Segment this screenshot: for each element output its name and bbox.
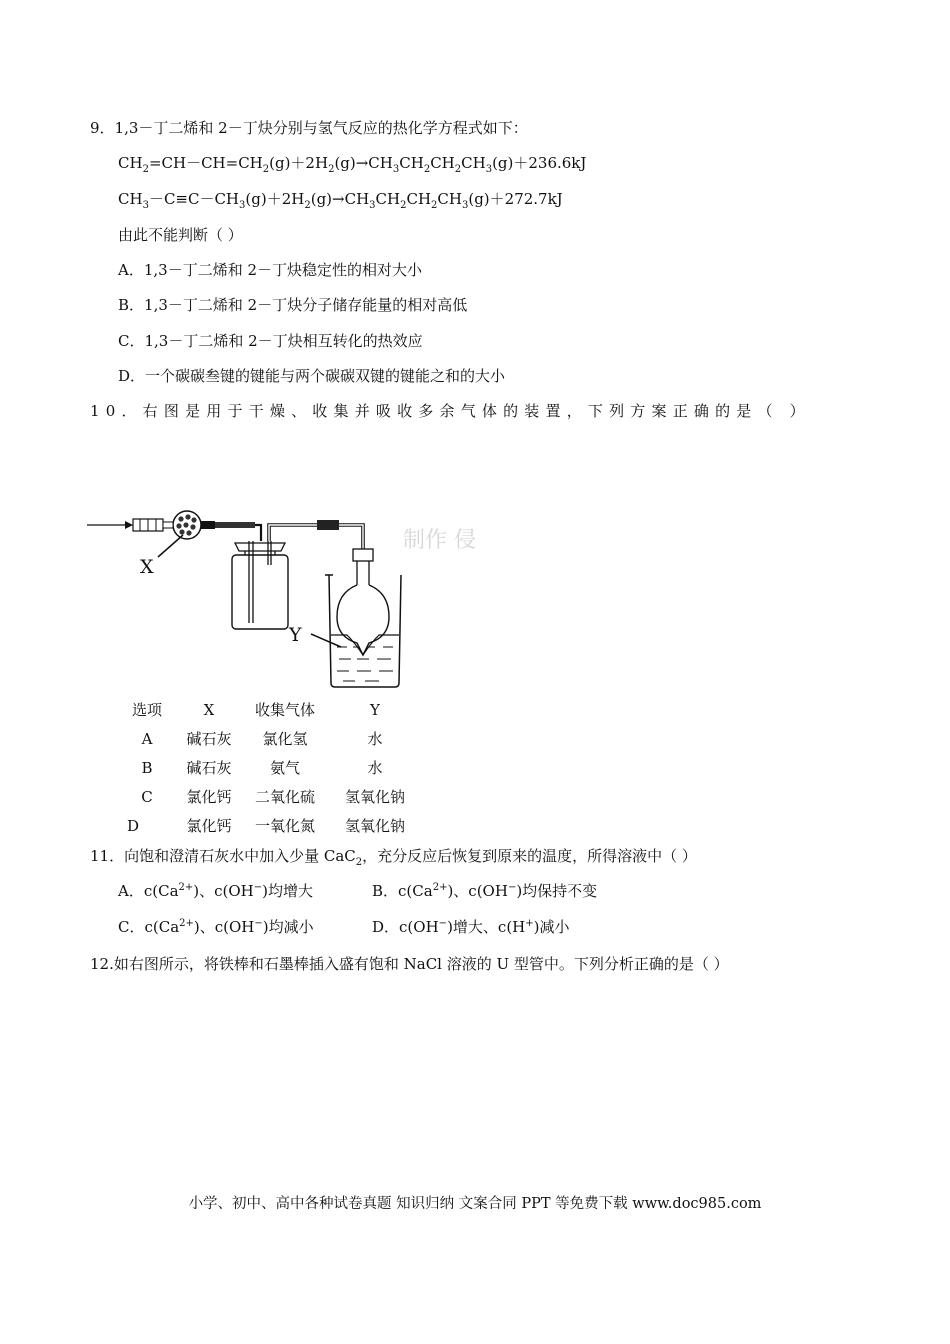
q11-option-d: D．c(OH−)增大、c(H+)减小 <box>372 918 570 936</box>
table-header: 收集气体 <box>254 701 315 719</box>
y-pointer <box>311 634 341 647</box>
inlet-arrow-icon <box>125 521 133 529</box>
table-cell: 氯化钙 <box>186 788 232 806</box>
table-cell: 氢氧化钠 <box>344 788 405 806</box>
table-cell: 氯化钙 <box>186 817 232 835</box>
inverted-funnel <box>337 585 389 655</box>
q9-option-d: D．一个碳碳叁键的键能与两个碳碳双键的键能之和的大小 <box>118 367 506 385</box>
table-cell: 氯化氢 <box>262 730 308 748</box>
page-footer: 小学、初中、高中各种试卷真题 知识归纳 文案合同 PPT 等免费下载 www.doc985.com <box>188 1196 762 1212</box>
q9-equation-1: $CH_2=CH-CH=CH_2(g)+2H_2(g)\to CH_3CH_2CH_2CH_3(g)+236.6kJ$ <box>118 154 587 175</box>
table-header: 选项 <box>131 701 162 719</box>
q9-option-a: A．1,3－丁二烯和 2－丁炔稳定性的相对大小 <box>118 261 423 279</box>
table-cell: C <box>141 788 153 806</box>
table-cell: 碱石灰 <box>186 730 232 748</box>
table-cell: B <box>141 759 153 777</box>
q9-stem: 9．1,3－丁二烯和 2－丁炔分别与氢气反应的热化学方程式如下： <box>90 119 528 137</box>
table-header: X <box>203 701 215 719</box>
table-cell: 水 <box>367 759 383 777</box>
collection-bottle <box>232 555 288 629</box>
q12-stem: 12.如右图所示，将铁棒和石墨棒插入盛有饱和 NaCl 溶液的 U 型管中。下列分析正确的是（ ） <box>90 955 729 973</box>
q9-equation-2: $CH_3-C\equiv C-CH_3(g)+2H_2(g)\to CH_3CH_2CH_2CH_3(g)+272.7kJ$ <box>118 190 563 211</box>
tube-joint <box>317 520 339 530</box>
q11-option-a: A．$c(Ca^{2+})$、c(OH−)均增大 <box>118 882 313 900</box>
label-y: Y <box>289 624 302 646</box>
q9-option-b: B．1,3－丁二烯和 2－丁炔分子储存能量的相对高低 <box>118 296 468 314</box>
q9-prompt: 由此不能判断（ ） <box>118 226 243 244</box>
table-header: Y <box>370 701 380 719</box>
q9-option-c: C．1,3－丁二烯和 2－丁炔相互转化的热效应 <box>118 332 423 350</box>
q11-option-c: C．$c(Ca^{2+})$、c(OH−)均减小 <box>118 918 314 936</box>
table-cell: 一氧化氮 <box>254 817 315 835</box>
funnel-stopper <box>353 549 373 561</box>
gas-apparatus-diagram <box>85 505 505 695</box>
x-pointer <box>158 535 183 557</box>
q11-stem: 11．向饱和澄清石灰水中加入少量 CaC$_2$，充分反应后恢复到原来的温度，所得溶液中（ ） <box>90 847 697 868</box>
table-cell: 氨气 <box>269 759 300 777</box>
table-cell: A <box>141 730 153 748</box>
table-cell: D <box>126 817 140 835</box>
q11-option-b: B．$c(Ca^{2+})$、c(OH−)均保持不变 <box>372 882 598 900</box>
table-cell: 水 <box>367 730 383 748</box>
q10-stem: 10．右图是用于干燥、收集并吸收多余气体的装置，下列方案正确的是（ ） <box>90 402 811 420</box>
table-cell: 碱石灰 <box>186 759 232 777</box>
bottle-stopper <box>235 543 285 551</box>
rubber-tube <box>215 522 255 528</box>
table-cell: 二氧化硫 <box>254 788 315 806</box>
table-cell: 氢氧化钠 <box>344 817 405 835</box>
watermark-text: 制作 侵 <box>403 528 476 553</box>
label-x: X <box>140 556 154 578</box>
